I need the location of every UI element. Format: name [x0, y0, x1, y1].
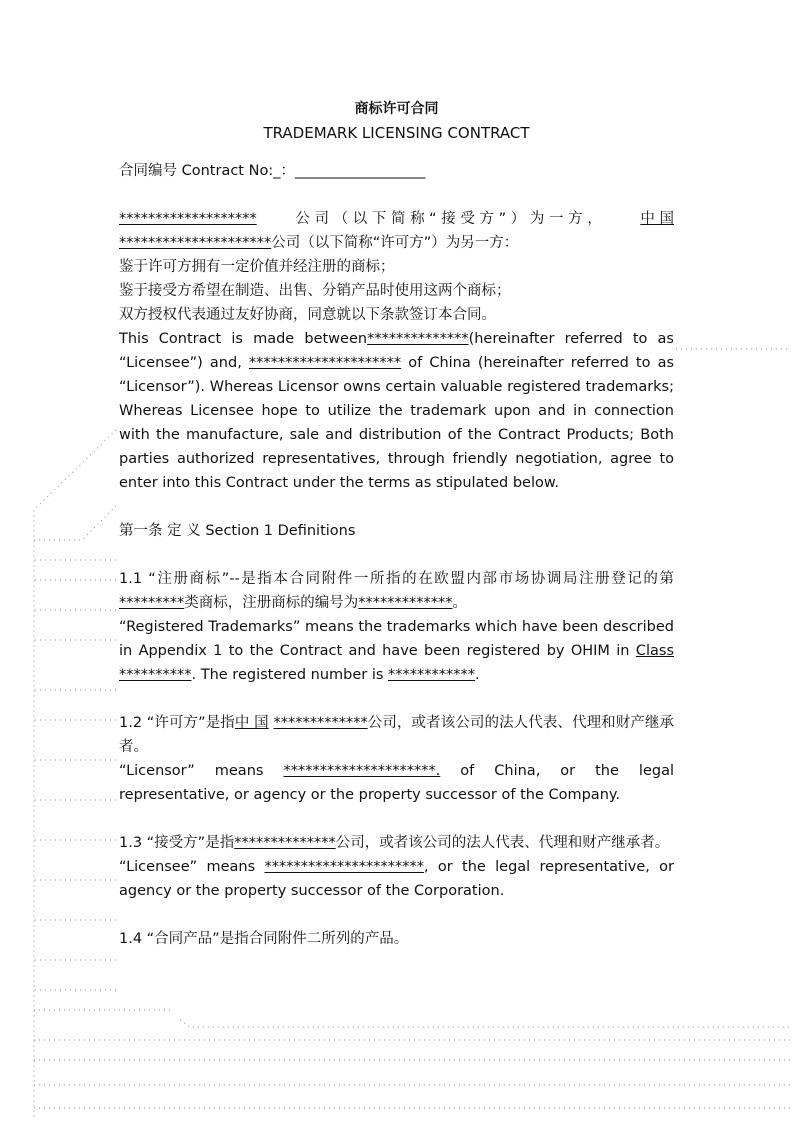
preamble-text-b: (hereinafter referred to as “Licensee”) and,	[119, 331, 674, 371]
recital-2: 鉴于接受方希望在制造、出售、分销产品时使用这两个商标；	[119, 283, 511, 299]
definition-1-1-cn	[119, 567, 674, 615]
definition-1-3-en	[119, 855, 674, 903]
recital-3: 双方授权代表通过友好协商，同意就以下条款签订本合同。	[119, 307, 496, 323]
def11-cn-blank-class: *********	[119, 595, 185, 611]
preamble-blank-licensee: **************	[367, 331, 469, 347]
party1-country: 中 国	[640, 211, 674, 227]
party1-blank: *******************	[119, 211, 257, 227]
def12-cn-text-a: 1.2 “许可方”是指	[119, 715, 235, 731]
title-english: TRADEMARK LICENSING CONTRACT	[263, 124, 530, 142]
def13-cn-text-a: 1.3 “接受方”是指	[119, 835, 235, 851]
def11-cn-text-b: 类商标，注册商标的编号为	[184, 595, 359, 611]
def11-cn-blank-number: *************	[358, 595, 453, 611]
party2-blank: *********************	[119, 235, 272, 251]
def12-cn-country: 中 国	[234, 715, 269, 731]
def11-en-text-a: “Registered Trademarks” means the trademarks which have been described in Appendix 1 to the Contract and have been registered by OHIM in	[119, 619, 674, 659]
preamble-text-c: of China (hereinafter referred to as “Licensor”). Whereas Licensor owns certain valuable registered trademarks; Whereas Licensee hope to utilize the trademark upon and in connection with the manufacture, sale and distribution of the Contract Products; Both parties authorized representatives, through friendly negotiation, agree to enter into this Contract under the terms as stipulated below.	[119, 355, 675, 491]
def11-cn-text-a: 1.1 “注册商标”--是指本合同附件一所指的在欧盟内部市场协调局注册登记的第	[119, 571, 674, 587]
def12-en-text-a: “Licensor” means	[119, 763, 264, 779]
def13-cn-text-b: 公司，或者该公司的法人代表、代理和财产继承者。	[335, 835, 670, 851]
contract-number-value: __________________	[294, 163, 426, 179]
def13-en-blank: **********************	[264, 859, 424, 875]
section-1-heading: 第一条 定 义 Section 1 Definitions	[119, 523, 356, 539]
def11-en-text-c: .	[475, 667, 480, 683]
recital-1: 鉴于许可方拥有一定价值并经注册的商标；	[119, 259, 395, 275]
def13-en-text-b: , or the legal representative, or agency or the property successor of the Corporation.	[119, 859, 675, 899]
definition-1-4-cn: 1.4 “合同产品”是指合同附件二所列的产品。	[119, 931, 409, 947]
definition-1-1-en	[119, 615, 674, 687]
contract-number-label: 合同编号 Contract No:_：	[119, 163, 295, 179]
party2-line	[119, 231, 674, 255]
party2-text: 公司（以下简称“许可方”）为另一方：	[271, 235, 519, 251]
def11-cn-text-c: 。	[452, 595, 467, 611]
def11-en-text-b: . The registered number is	[191, 667, 384, 683]
contract-number-line	[119, 159, 674, 183]
definition-1-2-cn	[119, 711, 674, 759]
def12-cn-text-b: 公司，或者该公司的法人代表、代理和财产继承者。	[119, 715, 675, 755]
def11-en-blank-number: ************	[388, 667, 476, 683]
def13-en-text-a: “Licensee” means	[119, 859, 256, 875]
def13-cn-blank: **************	[234, 835, 336, 851]
contract-page	[119, 97, 674, 951]
def12-en-text-b: of China, or the legal representative, or agency or the property successor of the Company.	[119, 763, 674, 803]
def12-en-blank: *********************.	[283, 763, 441, 779]
definition-1-2-en	[119, 759, 674, 807]
party1-line	[119, 207, 674, 231]
definition-1-3-cn	[119, 831, 674, 855]
def11-en-class: Class **********	[119, 643, 675, 683]
preamble-text-a: This Contract is made between	[119, 331, 368, 347]
party1-text: 公 司 （ 以 下 简 称 “ 接 受 方 ” ） 为 一 方 ，	[295, 211, 602, 227]
def12-cn-blank: *************	[273, 715, 368, 731]
english-preamble	[119, 327, 674, 495]
title-chinese: 商标许可合同	[354, 101, 439, 117]
preamble-blank-licensor: *********************	[248, 355, 402, 371]
